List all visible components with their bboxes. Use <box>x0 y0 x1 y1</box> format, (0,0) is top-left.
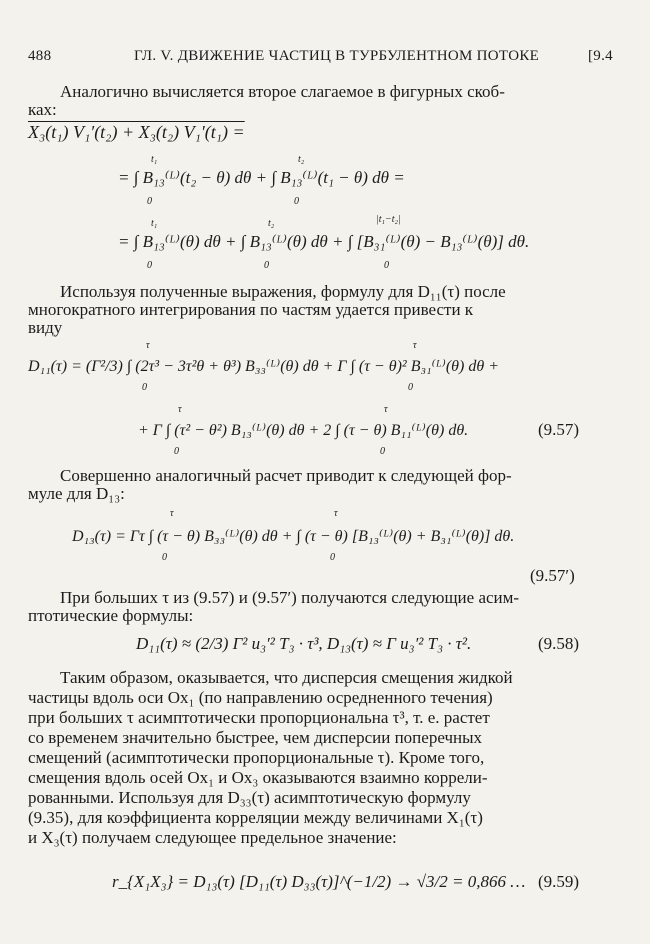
paragraph-line: муле для D₁₃: <box>28 484 125 503</box>
integral-upper-limit: t₁ <box>151 154 158 165</box>
paragraph-line: многократного интегрирования по частям удается привести к <box>28 300 474 319</box>
integral-upper-limit: t₂ <box>268 218 275 229</box>
integral-upper-limit: τ <box>334 508 338 519</box>
integral-lower-limit: 0 <box>384 260 389 271</box>
section-number: [9.4 <box>588 48 613 64</box>
integral-upper-limit: t₂ <box>298 154 305 165</box>
paragraph-line: со временем значительно быстрее, чем дисперсии поперечных <box>28 728 483 747</box>
integral-upper-limit: τ <box>178 404 182 415</box>
integral-lower-limit: 0 <box>162 552 167 563</box>
paragraph-line: смещения вдоль осей Ox₁ и Ox₃ оказываются взаимно коррели- <box>28 768 488 787</box>
paragraph-line: виду <box>28 318 63 337</box>
paragraph-line: (9.35), для коэффициента корреляции между величинами X₁(τ) <box>28 808 483 827</box>
paragraph-line: Используя полученные выражения, формулу для D₁₁(τ) после <box>60 282 506 301</box>
integral-lower-limit: 0 <box>142 382 147 393</box>
paragraph-line: При больших τ из (9.57) и (9.57′) получаются следующие асим- <box>60 588 520 607</box>
paragraph-line: при больших τ асимптотически пропорциональна τ³, т. е. растет <box>28 708 490 727</box>
page-number: 488 <box>28 48 52 64</box>
paragraph-line: Таким образом, оказывается, что дисперсия смещения жидкой <box>60 668 513 687</box>
paragraph-line: рованными. Используя для D₃₃(τ) асимптотическую формулу <box>28 788 471 807</box>
equation-number: (9.57) <box>538 420 580 439</box>
paragraph-line: Совершенно аналогичный расчет приводит к следующей фор- <box>60 466 512 485</box>
paragraph-line: и X₃(τ) получаем следующее предельное значение: <box>28 828 397 847</box>
running-title: ГЛ. V. ДВИЖЕНИЕ ЧАСТИЦ В ТУРБУЛЕНТНОМ ПОТОКЕ <box>134 48 540 64</box>
integral-upper-limit: t₁ <box>151 218 158 229</box>
equation-line: = ∫ B₁₃⁽ᴸ⁾(t₂ − θ) dθ + ∫ B₁₃⁽ᴸ⁾(t₁ − θ) dθ = <box>118 168 405 187</box>
integral-lower-limit: 0 <box>294 196 299 207</box>
paragraph-line: птотические формулы: <box>28 606 194 625</box>
integral-upper-limit: τ <box>384 404 388 415</box>
paragraph-line: ках: <box>28 100 57 119</box>
integral-upper-limit: |t₁−t₂| <box>376 214 401 225</box>
equation-line: D₁₁(τ) ≈ (2/3) Γ² u₃′² T₃ · τ³, D₁₃(τ) ≈ Γ u₃′² T₃ · τ². <box>136 634 472 653</box>
integral-lower-limit: 0 <box>408 382 413 393</box>
integral-lower-limit: 0 <box>264 260 269 271</box>
equation-line: D₁₃(τ) = Γτ ∫ (τ − θ) B₃₃⁽ᴸ⁾(θ) dθ + ∫ (τ − θ) [B₁₃⁽ᴸ⁾(θ) + B₃₁⁽ᴸ⁾(θ)] dθ. <box>72 528 515 545</box>
integral-lower-limit: 0 <box>380 446 385 457</box>
paragraph-line: частицы вдоль оси Ox₁ (по направлению осредненного течения) <box>28 688 493 707</box>
integral-lower-limit: 0 <box>147 260 152 271</box>
paragraph-line: смещений (асимптотически пропорциональные τ). Кроме того, <box>28 748 485 767</box>
paragraph-line: Аналогично вычисляется второе слагаемое в фигурных скоб- <box>60 82 505 101</box>
equation-line: r_{X₁X₃} = D₁₃(τ) [D₁₁(τ) D₃₃(τ)]^(−1/2) → √3/2 = 0,866 … <box>112 872 526 891</box>
integral-upper-limit: τ <box>413 340 417 351</box>
equation-number: (9.59) <box>538 872 580 891</box>
integral-upper-limit: τ <box>146 340 150 351</box>
integral-lower-limit: 0 <box>147 196 152 207</box>
integral-lower-limit: 0 <box>330 552 335 563</box>
equation-line: X₃(t₁) V₁′(t₂) + X₃(t₂) V₁′(t₁) = <box>28 122 245 142</box>
equation-line: = ∫ B₁₃⁽ᴸ⁾(θ) dθ + ∫ B₁₃⁽ᴸ⁾(θ) dθ + ∫ [B₃₁⁽ᴸ⁾(θ) − B₁₃⁽ᴸ⁾(θ)] dθ. <box>118 232 530 251</box>
equation-number: (9.58) <box>538 634 580 653</box>
integral-upper-limit: τ <box>170 508 174 519</box>
equation-number: (9.57′) <box>530 566 575 585</box>
equation-line: D₁₁(τ) = (Γ²/3) ∫ (2τ³ − 3τ²θ + θ³) B₃₃⁽ᴸ⁾(θ) dθ + Γ ∫ (τ − θ)² B₃₁⁽ᴸ⁾(θ) dθ + <box>28 358 500 375</box>
integral-lower-limit: 0 <box>174 446 179 457</box>
equation-line: + Γ ∫ (τ² − θ²) B₁₃⁽ᴸ⁾(θ) dθ + 2 ∫ (τ − θ) B₁₁⁽ᴸ⁾(θ) dθ. <box>138 422 469 439</box>
